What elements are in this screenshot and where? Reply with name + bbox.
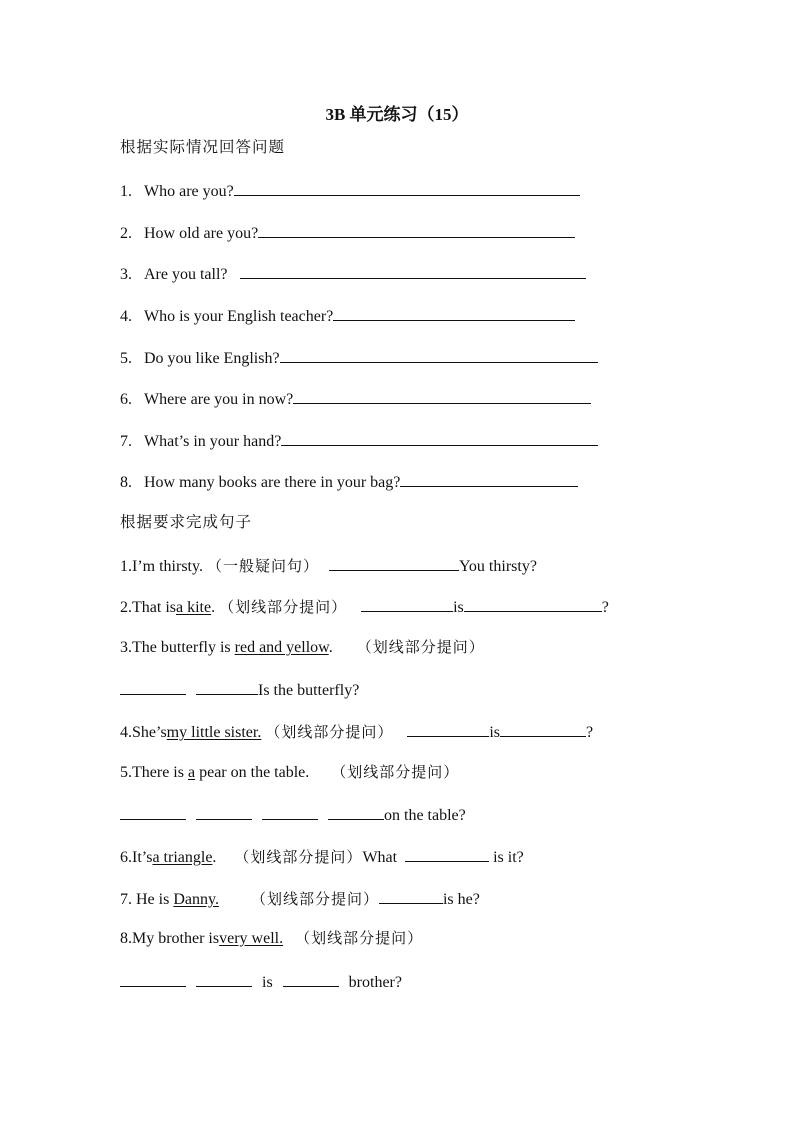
sentence: 2.That is [120, 599, 176, 616]
sentence: 4.She’s [120, 724, 167, 741]
answer-question-1 [120, 180, 754, 202]
underlined-part: Danny. [173, 891, 219, 908]
transform-question-7: 7. He is Danny. （划线部分提问） is he? [120, 888, 754, 910]
answer-blank[interactable] [120, 804, 186, 820]
answer-blank[interactable] [329, 555, 459, 571]
answer-blank[interactable] [196, 679, 258, 695]
answer-blank[interactable] [328, 804, 384, 820]
question-number: 8. [120, 474, 132, 491]
question-number: 3. [120, 266, 132, 283]
sentence: 6.It’s [120, 849, 153, 866]
answer-question-3 [120, 263, 754, 285]
instruction-note: （划线部分提问） [250, 892, 379, 908]
question-text: Do you like English? [144, 350, 280, 367]
question-number: 5. [120, 350, 132, 367]
answer-blank[interactable] [407, 721, 489, 737]
answer-blank[interactable] [120, 679, 186, 695]
question-text: Who is your English teacher? [144, 308, 334, 325]
transform-question-4: 4.She’smy little sister. （划线部分提问） is ? [120, 721, 754, 743]
answer-blank[interactable] [196, 804, 252, 820]
question-number: 4. [120, 308, 132, 325]
question-word: What [362, 849, 398, 866]
question-word: is [453, 599, 464, 616]
transform-question-8 [120, 929, 754, 949]
question-text: How old are you? [144, 225, 259, 242]
underlined-part: a [187, 764, 196, 781]
answer-question-6 [120, 388, 754, 410]
sentence: 8.My brother is [120, 930, 220, 947]
question-tail: You thirsty? [458, 558, 537, 575]
sentence: 3.The butterfly is [120, 639, 231, 656]
answer-question-8 [120, 471, 754, 493]
question-tail: Is the butterfly? [258, 682, 360, 699]
answer-blank[interactable] [196, 971, 252, 987]
instruction-note: （划线部分提问） [219, 600, 348, 616]
answer-blank[interactable] [464, 596, 602, 612]
underlined-part: red and yellow [234, 639, 329, 656]
underlined-part: my little sister. [166, 724, 262, 741]
transform-question-5-answer [120, 804, 754, 826]
question-text: How many books are there in your bag? [144, 474, 401, 491]
answer-blank[interactable] [379, 888, 443, 904]
question-text: Are you tall? [144, 266, 228, 283]
answer-question-2 [120, 222, 754, 244]
instruction-note: （一般疑问句） [206, 559, 319, 575]
answer-blank[interactable] [280, 347, 598, 363]
answer-blank[interactable] [333, 305, 575, 321]
instruction-note: （划线部分提问） [265, 725, 394, 741]
question-text: Where are you in now? [144, 391, 294, 408]
answer-blank[interactable] [234, 180, 580, 196]
section2-heading: 根据要求完成句子 [120, 514, 253, 531]
answer-blank[interactable] [258, 222, 575, 238]
instruction-note: （划线部分提问） [234, 850, 363, 866]
question-number: 6. [120, 391, 132, 408]
answer-blank[interactable] [400, 471, 578, 487]
sentence: 1.I’m thirsty. [120, 558, 203, 575]
answer-question-4 [120, 305, 754, 327]
underlined-part: a kite [176, 599, 212, 616]
question-word: is [489, 724, 501, 741]
transform-question-5: 5.There is a pear on the table. （划线部分提问） [120, 764, 460, 781]
transform-question-3-answer [120, 679, 754, 701]
transform-question-2: 2.That isa kite. （划线部分提问） is ? [120, 596, 754, 618]
sentence: 7. He is [120, 891, 170, 908]
answer-blank[interactable] [293, 388, 591, 404]
transform-question-1 [120, 555, 754, 577]
page-title: 3B 单元练习（15） [325, 105, 469, 124]
instruction-note: （划线部分提问） [295, 931, 424, 947]
question-text: Who are you? [144, 183, 234, 200]
underlined-part: a triangle [152, 849, 213, 866]
answer-blank[interactable] [120, 971, 186, 987]
transform-question-8-answer: is brother? [120, 971, 754, 993]
answer-blank[interactable] [262, 804, 318, 820]
sentence: 5.There is [120, 764, 184, 781]
question-number: 7. [120, 433, 132, 450]
answer-question-7 [120, 430, 754, 452]
answer-blank[interactable] [500, 721, 586, 737]
question-text: What’s in your hand? [144, 433, 282, 450]
transform-question-6: 6.It’sa triangle. （划线部分提问）What is it? [120, 846, 754, 868]
section1-heading: 根据实际情况回答问题 [120, 139, 286, 156]
answer-question-5 [120, 347, 754, 369]
answer-blank[interactable] [283, 971, 339, 987]
answer-blank[interactable] [361, 596, 453, 612]
underlined-part: very well. [219, 930, 284, 947]
question-number: 2. [120, 225, 132, 242]
answer-blank[interactable] [240, 263, 586, 279]
question-tail: on the table? [384, 807, 466, 824]
question-word: is [262, 974, 273, 991]
transform-question-3: 3.The butterfly is red and yellow. （划线部分提问） [120, 639, 485, 656]
instruction-note: （划线部分提问） [356, 640, 485, 656]
answer-blank[interactable] [405, 846, 489, 862]
question-number: 1. [120, 183, 132, 200]
answer-blank[interactable] [281, 430, 598, 446]
instruction-note: （划线部分提问） [331, 765, 460, 781]
